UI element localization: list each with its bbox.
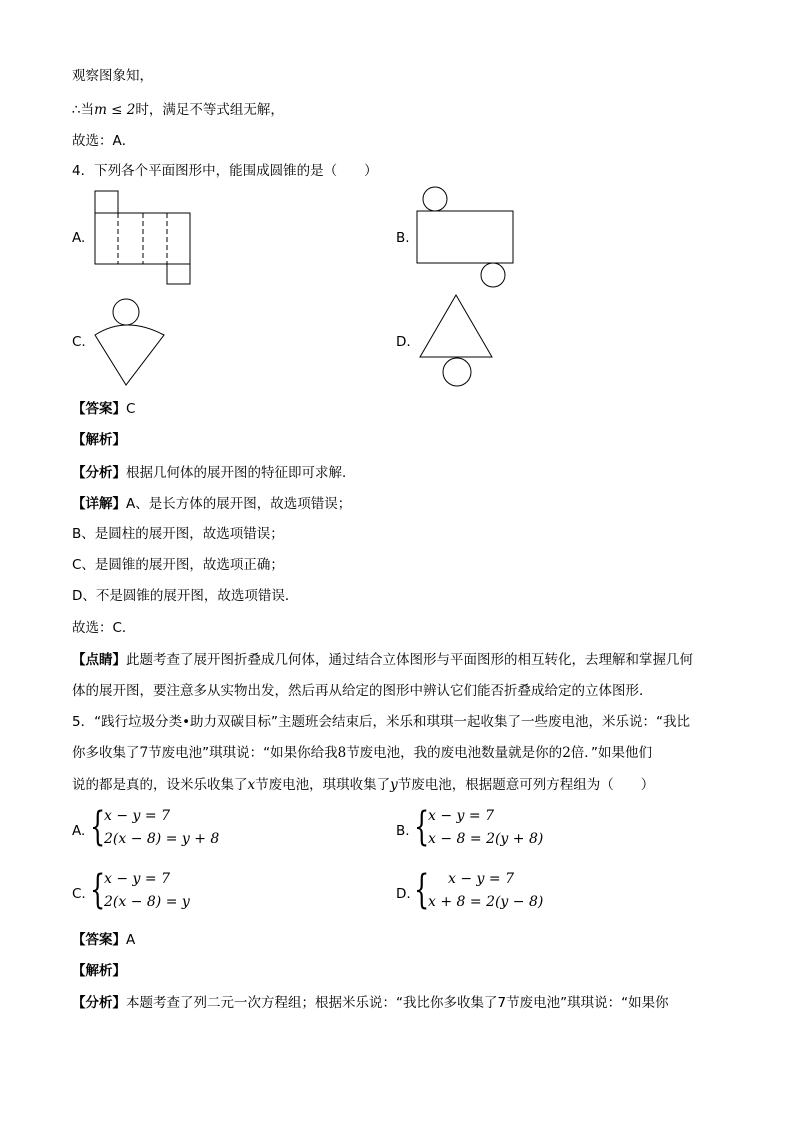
- q4-answer: [72, 400, 135, 418]
- q4-option-c-label: C.: [72, 334, 86, 350]
- q4-answer-value: C: [126, 401, 136, 417]
- q5-fenxi-text-b: 节废电池”琪琪说：“如果你: [506, 995, 669, 1011]
- q5-stem-3c: 节废电池，根据题意可列方程组为（ ）: [397, 777, 655, 793]
- q5-option-b-eq2: x − 8 = 2(y + 8): [428, 831, 544, 847]
- q5-stem-num-7: 7: [139, 745, 149, 761]
- q5-option-b-system: [414, 804, 564, 854]
- q5-fenxi-num: 7: [497, 995, 507, 1011]
- q4-xiangjie-tag: 【详解】: [72, 496, 126, 512]
- q4-option-b-label: B.: [396, 230, 410, 246]
- q4-xiangjie-b: B、是圆柱的展开图，故选项错误；: [72, 526, 284, 542]
- q5-option-b-brace: {: [414, 804, 430, 850]
- q4-answer-tag: 【答案】: [72, 401, 126, 417]
- q5-stem-2b: 节废电池”琪琪说：“如果你给我: [148, 745, 338, 761]
- q5-option-c-brace: {: [90, 867, 106, 913]
- q4-xiangjie-a: A、是长方体的展开图，故选项错误；: [126, 496, 352, 512]
- q5-stem-3b: 节废电池，琪琪收集了: [255, 777, 391, 793]
- q5-stem-2: [72, 744, 652, 762]
- q5-var-x: x: [247, 777, 256, 793]
- q4-figure-c-cone-net: [94, 297, 166, 389]
- q5-option-a-system: [90, 804, 240, 854]
- intro-line-2: [72, 101, 284, 119]
- q5-answer-value: A: [126, 932, 136, 948]
- q4-dianjing-text-1: 此题考查了展开图折叠成几何体，通过结合立体图形与平面图形的相互转化，去理解和掌握几何: [126, 652, 693, 668]
- q4-fenxi-tag: 【分析】: [72, 465, 126, 481]
- q4-xiangjie-c: C、是圆锥的展开图，故选项正确；: [72, 557, 284, 573]
- q5-option-a-label: A.: [72, 823, 86, 839]
- q4-fenxi: [72, 464, 356, 482]
- q4-figure-b-cylinder-net: [416, 185, 516, 289]
- q5-fenxi-tag: 【分析】: [72, 995, 126, 1011]
- intro-suffix: 时，满足不等式组无解，: [135, 102, 284, 118]
- q4-choose: 故选：C．: [72, 620, 136, 636]
- q5-option-c-label: C.: [72, 886, 86, 902]
- q4-dianjing-1: [72, 651, 693, 669]
- q5-answer: [72, 931, 135, 949]
- q4-xiangjie-d: D、不是圆锥的展开图，故选项错误．: [72, 588, 299, 604]
- q5-option-d-eq1: x − y = 7: [448, 871, 514, 887]
- q4-figure-d-triangle-net: [418, 294, 494, 390]
- q5-stem-num-2: 2: [562, 745, 571, 761]
- intro-therefore: ∴当: [72, 102, 95, 118]
- q5-option-a-brace: {: [90, 804, 106, 850]
- q4-option-d-label: D.: [396, 334, 411, 350]
- q5-option-a-eq2: 2(x − 8) = y + 8: [104, 831, 220, 847]
- q4-option-a-label: A.: [72, 230, 86, 246]
- q4-fenxi-text: 根据几何体的展开图的特征即可求解．: [126, 465, 356, 481]
- q5-option-d-system: [414, 867, 564, 917]
- q5-fenxi: [72, 994, 669, 1012]
- q5-stem-2c: 节废电池，我的废电池数量就是你的: [346, 745, 563, 761]
- q4-xiangjie: [72, 495, 351, 513]
- q4-dianjing-2: 体的展开图，要注意多从实物出发，然后再从给定的图形中辨认它们能否折叠成给定的立体图形．: [72, 683, 653, 699]
- q5-option-d-brace: {: [414, 867, 430, 913]
- q5-stem-3a: 说的都是真的，设米乐收集了: [72, 777, 248, 793]
- q5-option-b-eq1: x − y = 7: [428, 808, 494, 824]
- q5-fenxi-text-a: 本题考查了列二元一次方程组；根据米乐说：“我比你多收集了: [126, 995, 498, 1011]
- q5-option-c-system: [90, 867, 240, 917]
- q5-option-d-eq2: x + 8 = 2(y − 8): [428, 894, 544, 910]
- q4-stem: 4．下列各个平面图形中，能围成圆锥的是（ ）: [72, 163, 378, 179]
- q5-stem-1: 5．“践行垃圾分类•助力双碳目标”主题班会结束后，米乐和琪琪一起收集了一些废电池，米乐说：“我比: [72, 714, 691, 730]
- q5-option-d-label: D.: [396, 886, 411, 902]
- q5-option-c-eq1: x − y = 7: [104, 871, 170, 887]
- q4-figure-a-cuboid-net: [94, 190, 194, 286]
- intro-line-1: 观察图象知，: [72, 68, 153, 84]
- intro-math: m ≤ 2: [94, 102, 136, 118]
- q5-var-y: y: [390, 777, 398, 793]
- q5-option-a-eq1: x − y = 7: [104, 808, 170, 824]
- q5-option-b-label: B.: [396, 823, 410, 839]
- intro-line-3: 故选：A．: [72, 133, 136, 149]
- q5-option-c-eq2: 2(x − 8) = y: [104, 894, 190, 910]
- q5-stem-3: [72, 776, 654, 794]
- q5-answer-tag: 【答案】: [72, 932, 126, 948]
- q5-analysis-tag: 【解析】: [72, 963, 126, 979]
- q5-stem-num-8: 8: [337, 745, 347, 761]
- q4-analysis-tag: 【解析】: [72, 432, 126, 448]
- q4-dianjing-tag: 【点睛】: [72, 652, 126, 668]
- q5-stem-2d: 倍．”如果他们: [570, 745, 653, 761]
- q5-stem-2a: 你多收集了: [72, 745, 140, 761]
